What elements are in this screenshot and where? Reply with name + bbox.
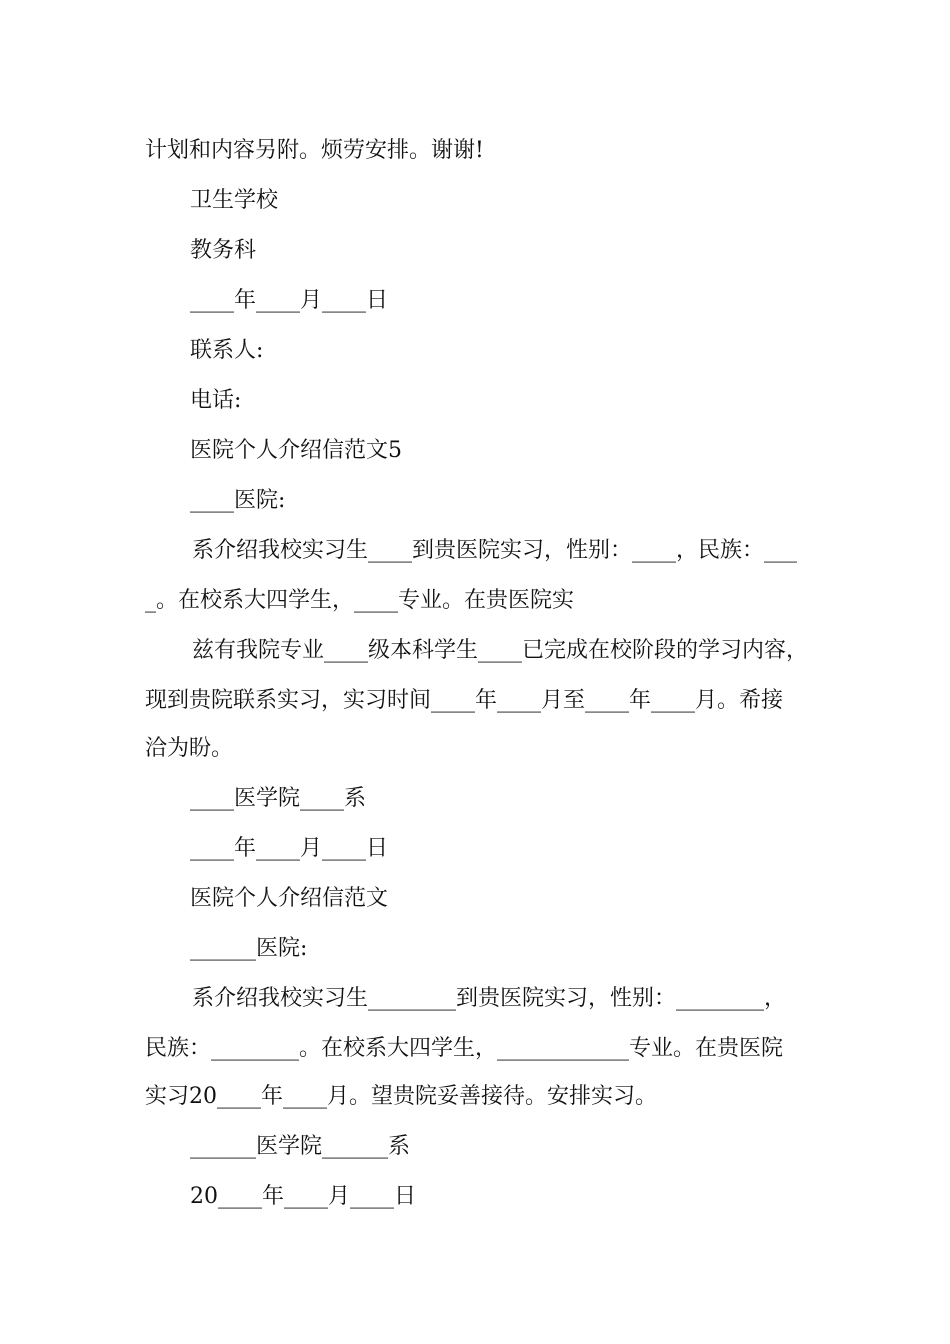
- body-line: 实习20____年____月。望贵院妥善接待。安排实习。: [145, 1084, 657, 1109]
- body-line: 现到贵院联系实习，实习时间____年____月至____年____月。希接: [145, 688, 784, 713]
- signature-line: ______医学院______系: [190, 1134, 411, 1159]
- salutation: ____医院:: [190, 488, 286, 513]
- body-line: 系介绍我校实习生____到贵医院实习，性别：____，民族：___: [192, 538, 798, 563]
- body-line: 洽为盼。: [145, 736, 234, 761]
- body-line: 系介绍我校实习生________到贵医院实习，性别：________，: [192, 986, 787, 1011]
- department-name: 教务科: [190, 238, 257, 263]
- section-title: 医院个人介绍信范文5: [190, 438, 402, 463]
- body-line: 民族：________。在校系大四学生，____________专业。在贵医院: [145, 1036, 784, 1061]
- date-line: ____年____月____日: [190, 836, 389, 861]
- school-name: 卫生学校: [190, 188, 279, 213]
- signature-line: ____医学院____系: [190, 786, 367, 811]
- body-line: 兹有我院专业____级本科学生____已完成在校阶段的学习内容，: [192, 638, 809, 663]
- contact-person: 联系人:: [190, 338, 264, 363]
- phone: 电话:: [190, 388, 242, 413]
- text-line: 计划和内容另附。烦劳安排。谢谢!: [145, 138, 484, 163]
- body-line: _。在校系大四学生，____专业。在贵医院实: [145, 588, 575, 613]
- section-title: 医院个人介绍信范文: [190, 886, 389, 911]
- date-line: ____年____月____日: [190, 288, 389, 313]
- salutation: ______医院:: [190, 936, 308, 961]
- date-line: 20____年____月____日: [190, 1184, 416, 1209]
